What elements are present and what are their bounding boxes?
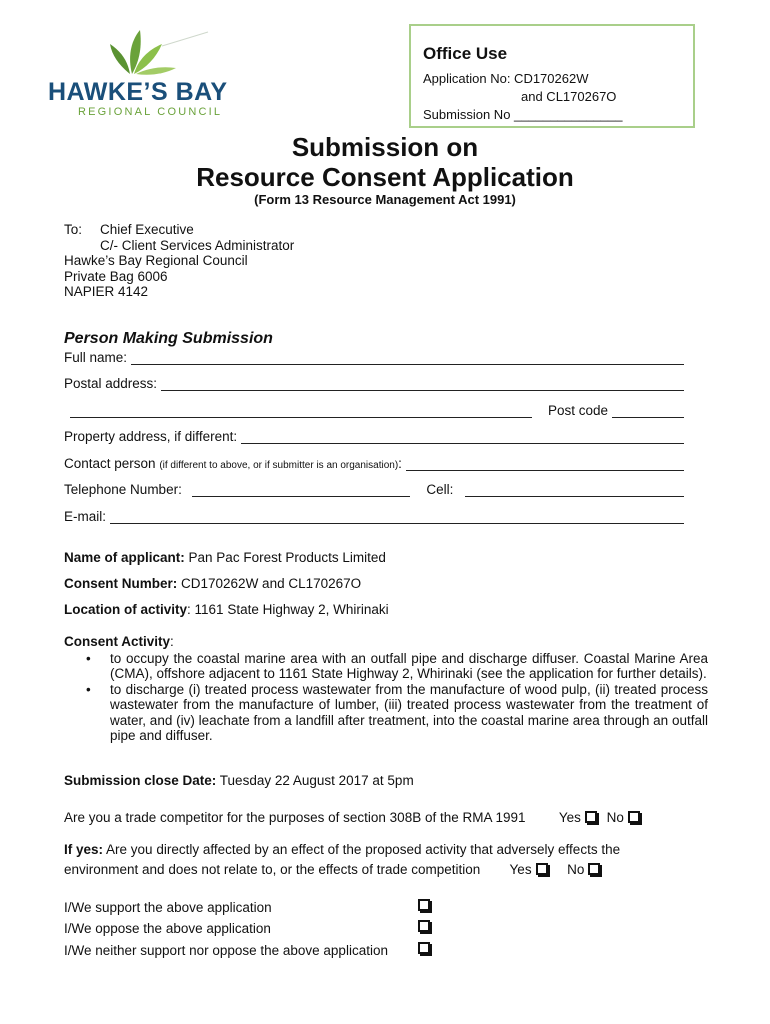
consent-number-value: CD170262W and CL170267O <box>177 576 362 591</box>
property-address-field <box>64 429 684 444</box>
email-field <box>64 509 684 524</box>
list-item: • to occupy the coastal marine area with an outfall pipe and discharge diffuser. Coastal Marine Area (CMA), offshore adjacent to 1161 State Highway 2, Whirinaki (see the application for further details). <box>86 650 708 681</box>
office-use-box <box>409 24 695 128</box>
affected-yes-checkbox[interactable] <box>536 863 548 875</box>
consent-activity-block <box>64 634 708 744</box>
email-label: E-mail: <box>64 509 107 524</box>
activity-location <box>64 602 389 617</box>
trade-no-checkbox[interactable] <box>628 811 640 823</box>
activity-colon: : <box>170 634 174 649</box>
contact-person-field <box>64 456 684 471</box>
consent-number <box>64 576 361 591</box>
page-title-line1: Submission on <box>291 132 479 162</box>
full-name-field <box>64 350 684 365</box>
trade-competitor-text: Are you a trade competitor for the purposes of section 308B of the RMA 1991 <box>64 810 526 825</box>
full-name-input-line[interactable] <box>131 353 684 365</box>
support-option-3: I/We neither support nor oppose the above application <box>64 943 388 958</box>
yes-label: Yes <box>558 810 581 825</box>
submission-number: Submission No _______________ <box>423 107 623 122</box>
activity-bullet-2: to discharge (i) treated process wastewater from the manufacture of wood pulp, (ii) treated process wastewater from the manufacture of lumber, (iii) treated process wastewater from the treatment of water, and (iv) leachate from a landfill after treatment, into the coastal marine area through an outfall pipe and diffuser. <box>110 681 708 743</box>
postal-address-second-field <box>64 403 684 418</box>
location-value: : 1161 State Highway 2, Whirinaki <box>187 602 389 617</box>
application-number: Application No: CD170262W <box>423 71 589 86</box>
addressee-line2: C/- Client Services Administrator <box>100 237 295 253</box>
submission-close-date <box>64 773 414 788</box>
if-yes-question-line2 <box>64 862 606 877</box>
post-code-input-line[interactable] <box>612 406 684 418</box>
telephone-field <box>64 482 684 497</box>
location-label: Location of activity <box>64 602 188 617</box>
activity-bullet-1: to occupy the coastal marine area with an outfall pipe and discharge diffuser. Coastal Marine Area (CMA), offshore adjacent to 1161 State Highway 2, Whirinaki (see the application for further details). <box>110 650 708 681</box>
yes-label: Yes <box>509 862 532 877</box>
no-label: No <box>606 810 624 825</box>
property-address-label: Property address, if different: <box>64 429 238 444</box>
no-label: No <box>567 862 585 877</box>
support-checkbox[interactable] <box>418 899 430 911</box>
postal-address-line2-input[interactable] <box>70 406 532 418</box>
email-input-line[interactable] <box>110 512 684 524</box>
application-number-2: and CL170267O <box>521 89 617 104</box>
postal-address-field <box>64 376 684 391</box>
page-title-line2: Resource Consent Application <box>196 162 574 192</box>
to-label: To: <box>64 222 83 237</box>
addressee-line4: Private Bag 6006 <box>64 268 168 284</box>
support-option-1: I/We support the above application <box>64 900 272 915</box>
applicant-name <box>64 550 386 565</box>
logo-title: HAWKE’S BAY <box>48 78 228 106</box>
addressee-line1: Chief Executive <box>100 222 194 237</box>
contact-person-input-line[interactable] <box>406 459 684 471</box>
cell-label: Cell: <box>426 482 454 497</box>
if-yes-text-2: environment and does not relate to, or the effects of trade competition <box>64 862 481 877</box>
trade-competitor-question <box>64 810 646 825</box>
if-yes-text-1: Are you directly affected by an effect of the proposed activity that adversely effects the <box>103 842 621 857</box>
oppose-checkbox[interactable] <box>418 920 430 932</box>
consent-activity-label: Consent Activity <box>64 634 171 649</box>
postal-address-input-line[interactable] <box>161 379 684 391</box>
telephone-label: Telephone Number: <box>64 482 182 497</box>
applicant-name-label: Name of applicant: <box>64 550 185 565</box>
close-date-label: Submission close Date: <box>64 773 217 788</box>
addressee-line3: Hawke’s Bay Regional Council <box>64 253 248 268</box>
contact-person-label: Contact person <box>64 456 156 471</box>
if-yes-label: If yes: <box>64 842 104 857</box>
list-item: • to discharge (i) treated process wastewater from the manufacture of wood pulp, (ii) treated process wastewater from the manufacture of lumber, (iii) treated process wastewater from the treatment of water, and (iv) leachate from a landfill after treatment, into the coastal marine area through an outfall pipe and diffuser. <box>86 681 708 743</box>
trade-yes-checkbox[interactable] <box>585 811 597 823</box>
form-reference: (Form 13 Resource Management Act 1991) <box>254 192 516 207</box>
full-name-label: Full name: <box>64 350 128 365</box>
consent-number-label: Consent Number: <box>64 576 178 591</box>
cell-input-line[interactable] <box>465 485 684 497</box>
office-use-title: Office Use <box>423 44 508 63</box>
leaf-icon <box>100 28 210 76</box>
property-address-input-line[interactable] <box>241 432 684 444</box>
addressee-block <box>64 222 294 300</box>
logo-subtitle: REGIONAL COUNCIL <box>78 106 223 118</box>
contact-person-note: (if different to above, or if submitter is an organisation) <box>159 460 399 471</box>
telephone-input-line[interactable] <box>192 485 411 497</box>
postal-address-label: Postal address: <box>64 376 158 391</box>
support-option-2: I/We oppose the above application <box>64 921 271 936</box>
post-code-label: Post code <box>547 403 608 418</box>
close-date-value: Tuesday 22 August 2017 at 5pm <box>216 773 414 788</box>
if-yes-question <box>64 842 620 857</box>
addressee-line5: NAPIER 4142 <box>64 284 149 299</box>
applicant-name-value: Pan Pac Forest Products Limited <box>184 550 386 565</box>
neutral-checkbox[interactable] <box>418 942 430 954</box>
contact-colon: : <box>398 456 402 471</box>
council-logo <box>48 28 288 118</box>
section-heading-person: Person Making Submission <box>64 330 273 347</box>
affected-no-checkbox[interactable] <box>588 863 600 875</box>
